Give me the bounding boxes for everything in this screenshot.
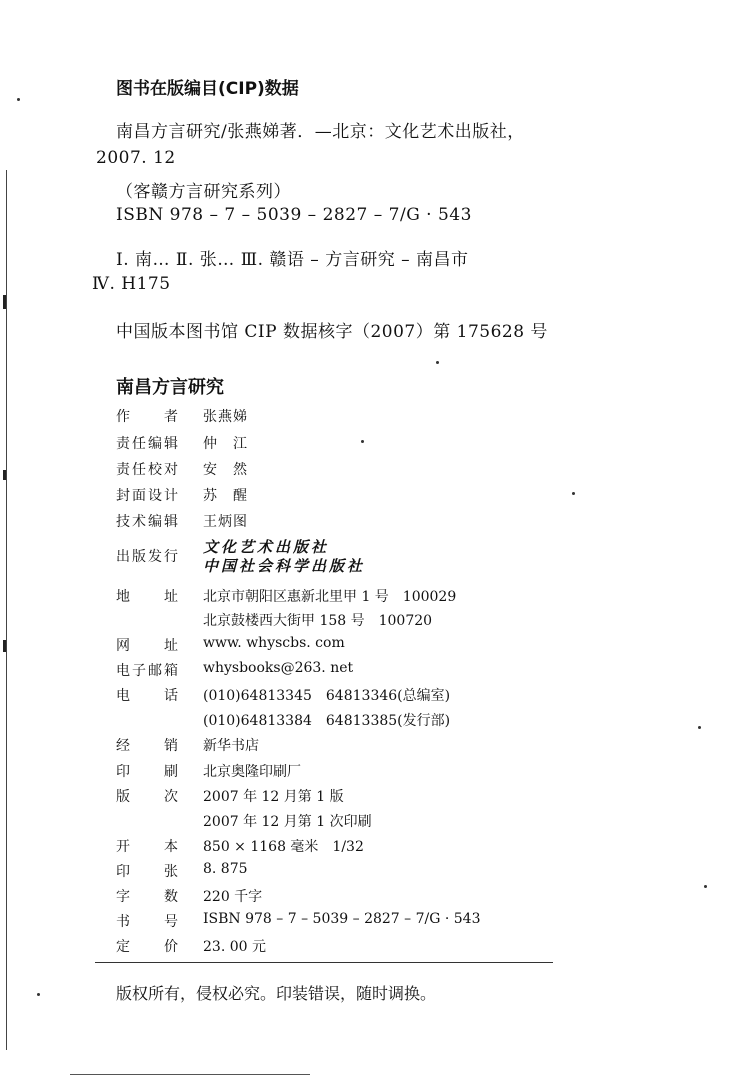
- label-char: 址: [164, 638, 178, 654]
- label-char: 面: [132, 488, 146, 504]
- label-char: 责: [116, 436, 130, 452]
- field-label: [116, 586, 178, 606]
- label-char: 话: [164, 688, 178, 704]
- field-value: 仲 江: [203, 436, 248, 452]
- field-label: [116, 836, 178, 856]
- label-char: 经: [116, 738, 130, 754]
- cip-line: 南昌方言研究/张燕娣著．—北京：文化艺术出版社，: [116, 122, 525, 142]
- label-char: 书: [116, 914, 130, 930]
- publisher-logo: [203, 538, 365, 576]
- cip-title: 图书在版编目(CIP)数据: [116, 79, 299, 99]
- publisher-logo-line: 中国社会科学出版社: [203, 557, 366, 575]
- label-char: 箱: [164, 663, 178, 679]
- field-value: 新华书店: [203, 738, 259, 754]
- label-char: 印: [116, 864, 130, 880]
- field-value: (010)64813345 64813346(总编室): [203, 688, 451, 704]
- field-label: [116, 433, 178, 453]
- label-char: 辑: [164, 436, 178, 452]
- field-value: whysbooks@263. net: [203, 660, 354, 676]
- label-char: 版: [132, 549, 146, 565]
- label-char: 销: [164, 738, 178, 754]
- field-value: 北京奥隆印刷厂: [203, 764, 301, 780]
- label-char: 刷: [164, 764, 178, 780]
- label-char: 出: [116, 549, 130, 565]
- field-value: 2007 年 12 月第 1 版: [203, 789, 344, 805]
- field-value: 23. 00 元: [203, 939, 266, 955]
- label-char: 子: [132, 663, 146, 679]
- label-char: 封: [116, 488, 130, 504]
- label-char: 次: [164, 789, 178, 805]
- field-value: 张燕娣: [203, 409, 248, 425]
- field-label: [116, 485, 178, 505]
- label-char: 辑: [164, 514, 178, 530]
- field-label: [116, 635, 178, 655]
- field-label: [116, 735, 178, 755]
- label-char: 对: [164, 462, 178, 478]
- label-char: 本: [164, 839, 178, 855]
- cip-line: 2007. 12: [96, 148, 176, 168]
- scan-speck: [704, 885, 707, 888]
- label-char: 电: [116, 688, 130, 704]
- field-label: [116, 459, 178, 479]
- label-char: 发: [148, 549, 162, 565]
- field-label: [116, 511, 178, 531]
- label-char: 字: [116, 889, 130, 905]
- field-label: [116, 861, 178, 881]
- field-label: [116, 546, 178, 566]
- label-char: 任: [132, 462, 146, 478]
- field-value: ISBN 978 – 7 – 5039 – 2827 – 7/G · 543: [203, 911, 481, 927]
- field-label: [116, 685, 178, 705]
- cip-isbn: ISBN 978 – 7 – 5039 – 2827 – 7/G · 543: [116, 205, 472, 225]
- label-char: 印: [116, 764, 130, 780]
- label-char: 计: [164, 488, 178, 504]
- field-value: 850 × 1168 毫米 1/32: [203, 839, 364, 855]
- label-char: 号: [164, 914, 178, 930]
- field-value: 8. 875: [203, 861, 248, 877]
- divider: [95, 962, 553, 963]
- label-char: 任: [132, 436, 146, 452]
- scan-speck: [698, 726, 701, 729]
- field-label: [116, 761, 178, 781]
- label-char: 数: [164, 889, 178, 905]
- label-char: 电: [116, 663, 130, 679]
- label-char: 行: [164, 549, 178, 565]
- field-value: 北京鼓楼西大街甲 158 号 100720: [203, 613, 433, 629]
- scan-artifact: [3, 640, 6, 652]
- field-value: 220 千字: [203, 889, 263, 905]
- label-char: 编: [148, 436, 162, 452]
- copyright-notice: 版权所有，侵权必究。印装错误，随时调换。: [116, 984, 437, 1003]
- scan-artifact: [3, 470, 6, 480]
- scan-speck: [37, 993, 40, 996]
- scan-speck: [572, 492, 575, 495]
- field-label: [116, 886, 178, 906]
- label-char: 术: [132, 514, 146, 530]
- field-value: www. whyscbs. com: [203, 635, 345, 651]
- label-char: 作: [116, 409, 130, 425]
- field-label: [116, 911, 178, 931]
- scan-speck: [361, 440, 364, 443]
- field-label: [116, 406, 178, 426]
- field-value: 王炳图: [203, 514, 248, 530]
- field-value: 北京市朝阳区惠新北里甲 1 号 100029: [203, 589, 457, 605]
- label-char: 校: [148, 462, 162, 478]
- cip-record-number: 中国版本图书馆 CIP 数据核字（2007）第 175628 号: [116, 322, 548, 342]
- label-char: 责: [116, 462, 130, 478]
- field-value: 安 然: [203, 462, 248, 478]
- book-title: 南昌方言研究: [116, 377, 224, 398]
- label-char: 开: [116, 839, 130, 855]
- label-char: 邮: [148, 663, 162, 679]
- label-char: 价: [164, 939, 178, 955]
- field-value: 2007 年 12 月第 1 次印刷: [203, 814, 372, 830]
- label-char: 设: [148, 488, 162, 504]
- label-char: 定: [116, 939, 130, 955]
- publisher-logo-line: 文化艺术出版社: [203, 538, 330, 556]
- cip-line: （客赣方言研究系列）: [116, 182, 291, 202]
- label-char: 者: [164, 409, 178, 425]
- label-char: 网: [116, 638, 130, 654]
- cip-subject-line: Ⅰ. 南… Ⅱ. 张… Ⅲ. 赣语 – 方言研究 – 南昌市: [116, 250, 469, 270]
- label-char: 版: [116, 789, 130, 805]
- label-char: 地: [116, 589, 130, 605]
- scan-speck: [17, 98, 20, 101]
- bottom-edge-line: [70, 1074, 310, 1075]
- field-label: [116, 660, 178, 680]
- field-label: [116, 936, 178, 956]
- field-label: [116, 786, 178, 806]
- scan-artifact: [3, 295, 6, 309]
- scan-speck: [436, 361, 439, 364]
- label-char: 技: [116, 514, 130, 530]
- label-char: 张: [164, 864, 178, 880]
- field-value: (010)64813384 64813385(发行部): [203, 713, 451, 729]
- cip-classification: Ⅳ. H175: [92, 274, 171, 294]
- label-char: 编: [148, 514, 162, 530]
- scan-edge-line: [6, 170, 7, 1050]
- label-char: 址: [164, 589, 178, 605]
- field-value: 苏 醒: [203, 488, 248, 504]
